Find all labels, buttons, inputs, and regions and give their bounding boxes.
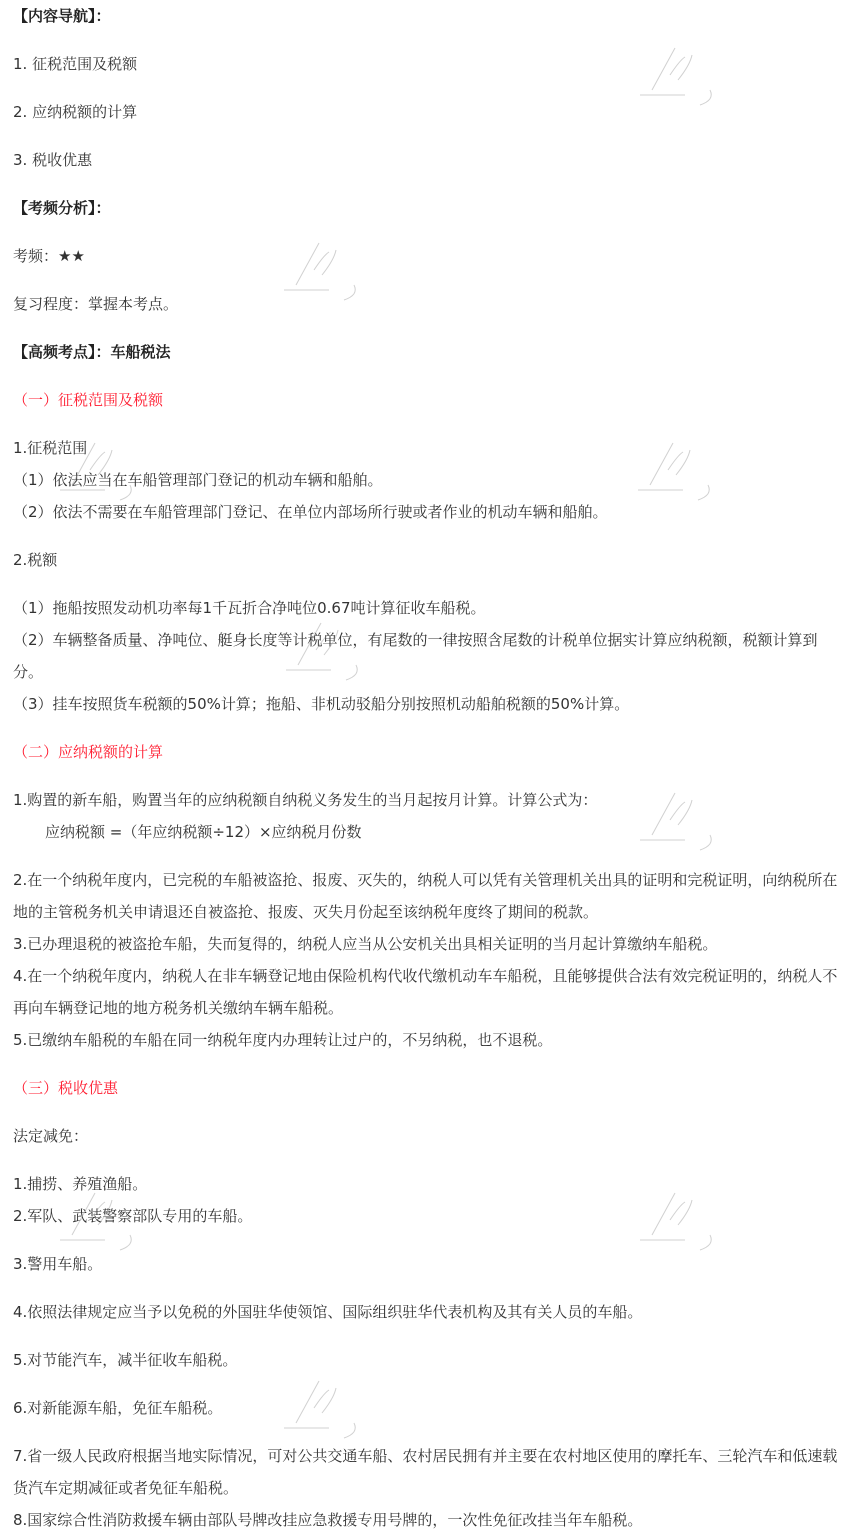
amount-item: （1）拖船按照发动机功率每1千瓦折合净吨位0.67吨计算征收车船税。	[13, 599, 486, 617]
amount-title: 2.税额	[13, 551, 58, 569]
exemption-item: 5.对节能汽车，减半征收车船税。	[13, 1351, 238, 1369]
formula: 应纳税额 =（年应纳税额÷12）×应纳税月份数	[45, 823, 362, 841]
nav-heading: 【内容导航】：	[13, 7, 111, 25]
calc-item: 5.已缴纳车船税的车船在同一纳税年度内办理转让过户的，不另纳税，也不退税。	[13, 1031, 553, 1049]
nav-item: 1. 征税范围及税额	[13, 55, 138, 73]
frequency-text: 考频：★★	[13, 247, 85, 265]
scope-block	[13, 432, 841, 528]
topic-heading: 【高频考点】：车船税法	[13, 343, 171, 361]
scope-item: （2）依法不需要在车船管理部门登记、在单位内部场所行驶或者作业的机动车辆和船舶。	[13, 503, 608, 521]
nav-item: 2. 应纳税额的计算	[13, 103, 138, 121]
analysis-heading: 【考频分析】：	[13, 199, 111, 217]
purchase-block	[13, 784, 841, 848]
section-title: （一）征税范围及税额	[13, 391, 164, 409]
exemption-item: 6.对新能源车船，免征车船税。	[13, 1399, 223, 1417]
calc-item: 4.在一个纳税年度内，纳税人在非车辆登记地由保险机构代收代缴机动车车船税，且能够提供合法有效完税证明的，纳税人不再向车辆登记地的地方税务机关缴纳车辆车船税。	[13, 967, 838, 1017]
calc-item: 2.在一个纳税年度内，已完税的车船被盗抢、报废、灭失的，纳税人可以凭有关管理机关出具的证明和完税证明，向纳税所在地的主管税务机关申请退还自被盗抢、报废、灭失月份起至该纳税年度终了期间的税款。	[13, 871, 838, 921]
amount-block	[13, 592, 841, 720]
calc-item: 3.已办理退税的被盗抢车船，失而复得的，纳税人应当从公安机关出具相关证明的当月起计算缴纳车船税。	[13, 935, 718, 953]
calc-block	[13, 864, 841, 1056]
exemption-item: 1.捕捞、养殖渔船。	[13, 1175, 148, 1193]
calc-item: 1.购置的新车船，购置当年的应纳税额自纳税义务发生的当月起按月计算。计算公式为：	[13, 791, 598, 809]
amount-item: （3）挂车按照货车税额的50%计算；拖船、非机动驳船分别按照机动船舶税额的50%计算。	[13, 695, 630, 713]
section-title: （二）应纳税额的计算	[13, 743, 164, 761]
exemption-block	[13, 1440, 841, 1536]
exemption-item: 8.国家综合性消防救援车辆由部队号牌改挂应急救援专用号牌的，一次性免征改挂当年车船税。	[13, 1511, 643, 1529]
exemption-item: 4.依照法律规定应当予以免税的外国驻华使领馆、国际组织驻华代表机构及其有关人员的车船。	[13, 1303, 643, 1321]
nav-item: 3. 税收优惠	[13, 151, 93, 169]
section-title: （三）税收优惠	[13, 1079, 119, 1097]
scope-title: 1.征税范围	[13, 439, 88, 457]
exemption-item: 3.警用车船。	[13, 1255, 103, 1273]
exemption-subtitle: 法定减免：	[13, 1127, 89, 1145]
amount-item: （2）车辆整备质量、净吨位、艇身长度等计税单位，有尾数的一律按照含尾数的计税单位据实计算应纳税额，税额计算到分。	[13, 631, 818, 681]
exemption-block	[13, 1168, 841, 1232]
exemption-item: 7.省一级人民政府根据当地实际情况，可对公共交通车船、农村居民拥有并主要在农村地区使用的摩托车、三轮汽车和低速载货汽车定期减征或者免征车船税。	[13, 1447, 838, 1497]
review-text: 复习程度：掌握本考点。	[13, 295, 179, 313]
scope-item: （1）依法应当在车船管理部门登记的机动车辆和船舶。	[13, 471, 383, 489]
exemption-item: 2.军队、武装警察部队专用的车船。	[13, 1207, 253, 1225]
